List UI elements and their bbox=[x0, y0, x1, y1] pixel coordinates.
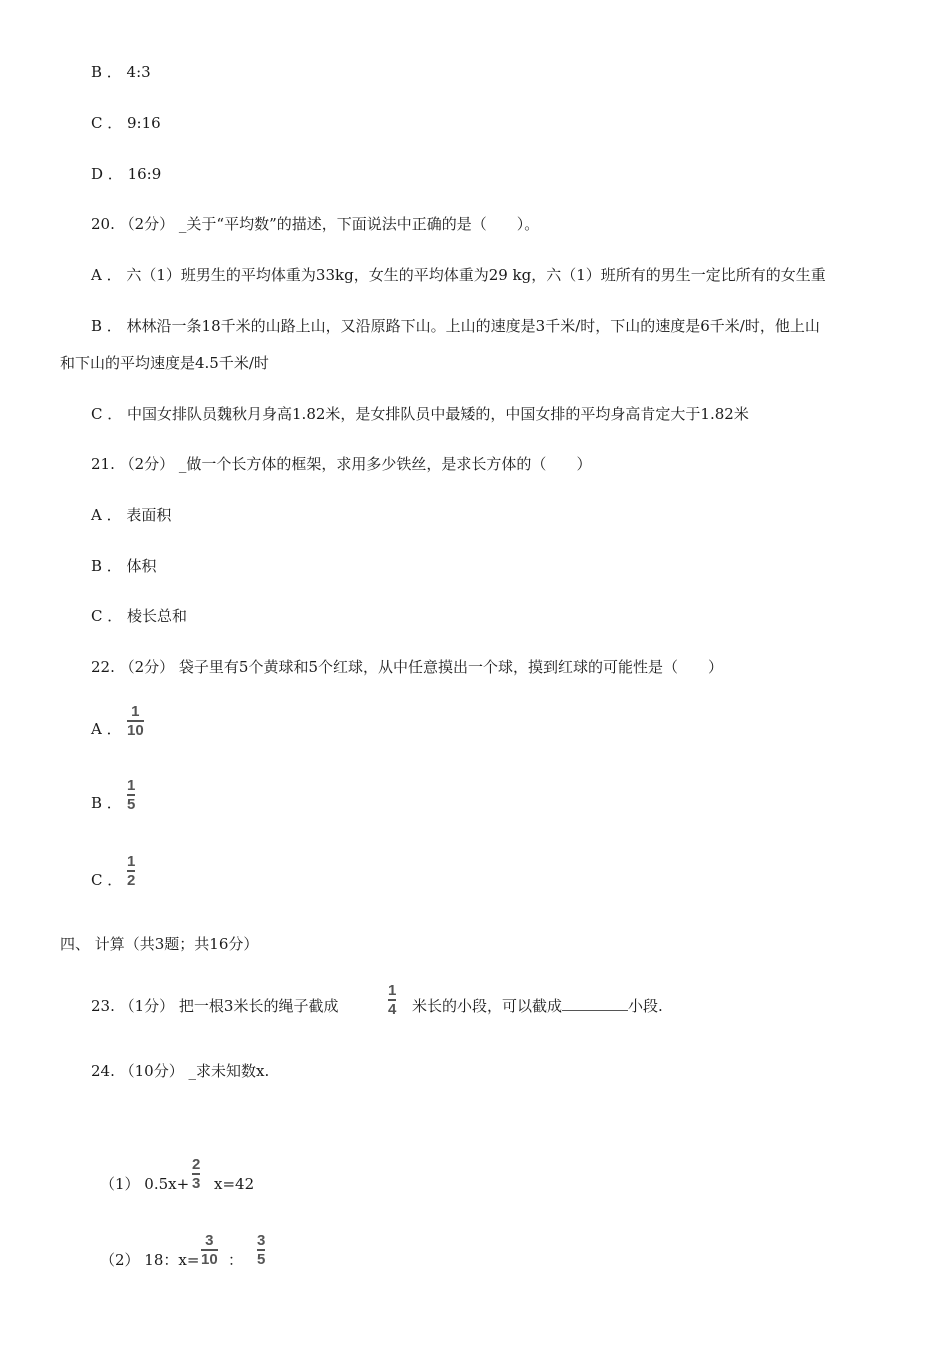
fraction-numerator: 1 bbox=[127, 777, 136, 794]
q23-text-end: 小段. bbox=[628, 997, 663, 1015]
q23-fraction bbox=[388, 983, 396, 1017]
fraction-numerator: 1 bbox=[131, 703, 140, 720]
q22-option-a-fraction bbox=[127, 704, 144, 738]
fraction-denominator: 2 bbox=[127, 871, 136, 889]
q23-text-part2 bbox=[412, 996, 663, 1016]
q21-option-b: B ． 体积 bbox=[91, 557, 157, 575]
q20-option-a: A ． 六（1）班男生的平均体重为33kg，女生的平均体重为29 kg，六（1）班所有的男生一定比所有的女生重 bbox=[91, 266, 826, 284]
q20-option-b-line2: 和下山的平均速度是4.5千米/时 bbox=[60, 354, 269, 372]
fraction-denominator: 4 bbox=[388, 1000, 397, 1018]
q21-option-c: C ． 棱长总和 bbox=[91, 607, 188, 625]
q22-stem: 22. （2分） 袋子里有5个黄球和5个红球，从中任意摸出一个球，摸到红球的可能性是（ ） bbox=[91, 658, 724, 676]
q22-option-b-label: B ． bbox=[91, 794, 122, 812]
q22-option-a-label: A ． bbox=[91, 720, 122, 738]
q24-sub2-part-a: （2） 18：x= bbox=[100, 1251, 200, 1269]
q22-option-c-label: C ． bbox=[91, 871, 123, 889]
q19-option-b: B ． 4:3 bbox=[91, 63, 151, 81]
q24-sub1-fraction bbox=[192, 1157, 200, 1191]
q23-text-mid: 米长的小段，可以截成 bbox=[412, 997, 563, 1015]
q24-sub2-fraction-1 bbox=[201, 1233, 218, 1267]
fraction-numerator: 3 bbox=[205, 1232, 214, 1249]
q21-option-a: A ． 表面积 bbox=[91, 506, 172, 524]
fraction-numerator: 2 bbox=[192, 1156, 201, 1173]
q23-answer-blank[interactable] bbox=[562, 996, 628, 1011]
q22-option-c-fraction bbox=[127, 854, 135, 888]
fraction-numerator: 1 bbox=[127, 853, 136, 870]
q20-stem: 20. （2分） _关于“平均数”的描述，下面说法中正确的是（ ）。 bbox=[91, 215, 540, 233]
q19-option-d: D ． 16:9 bbox=[91, 165, 162, 183]
q20-option-b-line1: B ． 林林沿一条18千米的山路上山，又沿原路下山。上山的速度是3千米/时，下山的速度是6千米/时，他上山 bbox=[91, 317, 820, 335]
q19-option-c: C ． 9:16 bbox=[91, 114, 161, 132]
fraction-denominator: 10 bbox=[201, 1250, 218, 1268]
q24-stem: 24. （10分） _求未知数x. bbox=[91, 1062, 270, 1080]
q22-option-b-fraction bbox=[127, 778, 135, 812]
q20-option-c: C ． 中国女排队员魏秋月身高1.82米，是女排队员中最矮的，中国女排的平均身高肯定大于1.82米 bbox=[91, 405, 749, 423]
fraction-numerator: 3 bbox=[257, 1232, 266, 1249]
fraction-denominator: 5 bbox=[257, 1250, 266, 1268]
q24-sub1-part-a: （1） 0.5x+ bbox=[100, 1175, 190, 1193]
fraction-denominator: 3 bbox=[192, 1174, 201, 1192]
q24-sub2-colon: ： bbox=[228, 1251, 244, 1269]
section-4-title: 四、 计算（共3题；共16分） bbox=[60, 935, 259, 953]
q21-stem: 21. （2分） _做一个长方体的框架，求用多少铁丝，是求长方体的（ ） bbox=[91, 455, 592, 473]
fraction-denominator: 5 bbox=[127, 795, 136, 813]
q23-text-part1: 23. （1分） 把一根3米长的绳子截成 bbox=[91, 997, 339, 1015]
fraction-denominator: 10 bbox=[127, 721, 144, 739]
q24-sub2-fraction-2 bbox=[257, 1233, 265, 1267]
q24-sub1-part-b: x=42 bbox=[214, 1175, 255, 1193]
fraction-numerator: 1 bbox=[388, 982, 397, 999]
